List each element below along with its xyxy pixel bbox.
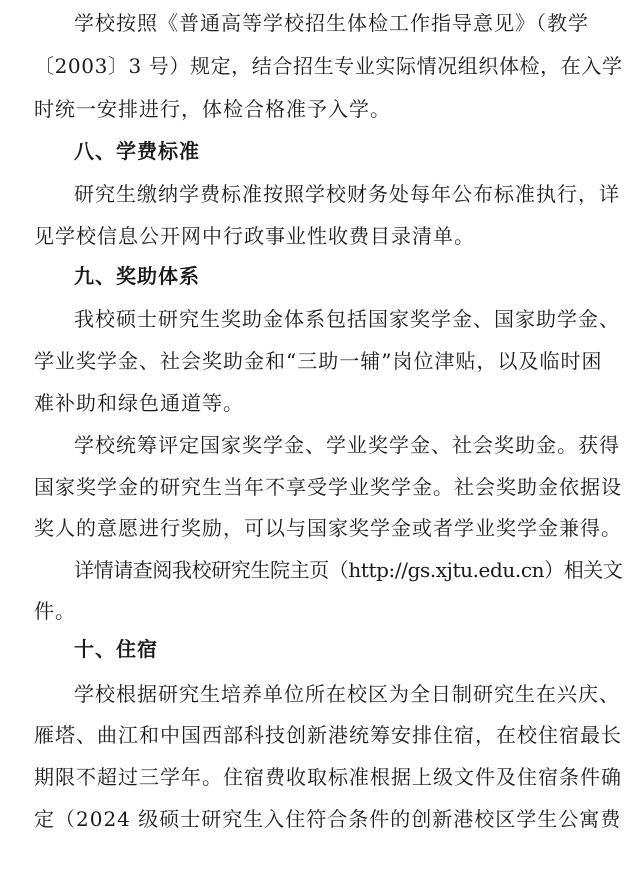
housing-line-3: 期限不超过三学年。住宿费收取标准根据上级文件及住宿条件确 bbox=[34, 765, 622, 789]
section-heading-tuition: 八、学费标准 bbox=[74, 139, 200, 163]
scholarship-p1-line-2: 学业奖学金、社会奖助金和“三助一辅”岗位津贴，以及临时困 bbox=[34, 349, 603, 373]
health-check-line-1: 学校按照《普通高等学校招生体检工作指导意见》（教学 bbox=[74, 11, 589, 35]
tuition-line-1: 研究生缴纳学费标准按照学校财务处每年公布标准执行，详 bbox=[74, 182, 620, 206]
health-check-line-2: 〔2003〕3 号）规定，结合招生专业实际情况组织体检，在入学 bbox=[34, 54, 623, 78]
housing-line-2: 雁塔、曲江和中国西部科技创新港统筹安排住宿，在校住宿最长 bbox=[34, 723, 622, 747]
scholarship-p2-line-2: 国家奖学金的研究生当年不享受学业奖学金。社会奖助金依据设 bbox=[34, 475, 622, 499]
section-heading-scholarship: 九、奖助体系 bbox=[74, 264, 200, 288]
health-check-line-3: 时统一安排进行，体检合格准予入学。 bbox=[34, 97, 391, 121]
scholarship-p1-line-1: 我校硕士研究生奖助金体系包括国家奖学金、国家助学金、 bbox=[74, 307, 620, 331]
housing-line-4: 定（2024 级硕士研究生入住符合条件的创新港校区学生公寓费 bbox=[34, 807, 622, 831]
scholarship-p2-line-3: 奖人的意愿进行奖励，可以与国家奖学金或者学业奖学金兼得。 bbox=[34, 516, 622, 540]
scholarship-p1-line-3: 难补助和绿色通道等。 bbox=[34, 391, 244, 415]
scholarship-p2-line-1: 学校统筹评定国家奖学金、学业奖学金、社会奖助金。获得 bbox=[74, 433, 620, 457]
section-heading-housing: 十、住宿 bbox=[74, 637, 158, 661]
scholarship-p3-line-2: 件。 bbox=[34, 599, 76, 623]
scholarship-p3-line-1: 详情请查阅我校研究生院主页（http://gs.xjtu.edu.cn）相关文 bbox=[74, 558, 623, 582]
tuition-line-2: 见学校信息公开网中行政事业性收费目录清单。 bbox=[34, 224, 475, 248]
housing-line-1: 学校根据研究生培养单位所在校区为全日制研究生在兴庆、 bbox=[74, 682, 620, 706]
